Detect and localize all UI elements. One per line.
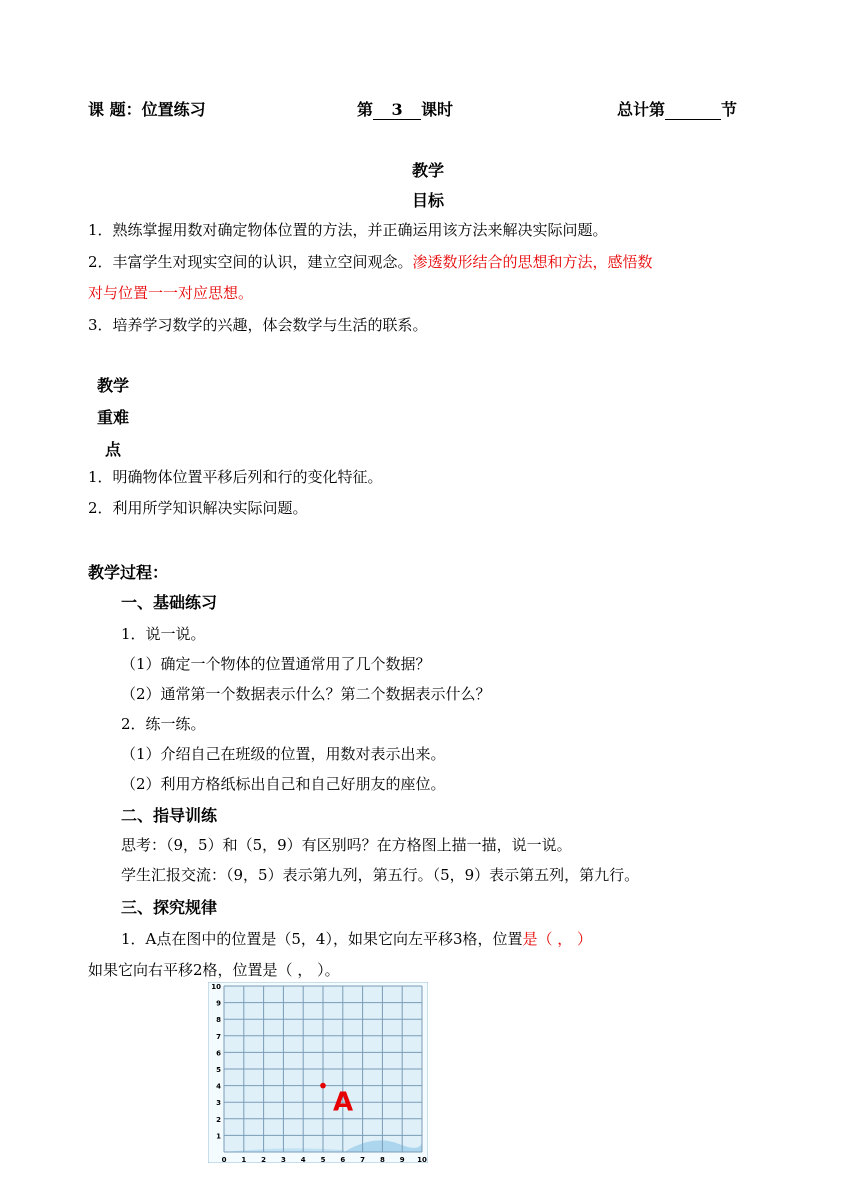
coordinate-grid-figure: [208, 982, 428, 1163]
section-1-line-6: （2）利用方格纸标出自己和自己好朋友的座位。: [121, 775, 446, 793]
y-tick-label: 8: [216, 1016, 221, 1025]
total-blank: [665, 101, 721, 120]
section-2-line-2: 学生汇报交流：（9，5）表示第九列，第五行。（5，9）表示第五列，第九行。: [121, 866, 640, 884]
y-tick-label: 10: [211, 983, 221, 991]
x-tick-label: 4: [300, 1156, 306, 1163]
keypoints-heading-line3: 点: [105, 440, 122, 459]
y-tick-label: 7: [216, 1032, 221, 1041]
goal-item-3: 3．培养学习数学的兴趣，体会数学与生活的联系。: [88, 316, 428, 334]
x-tick-label: 3: [280, 1156, 286, 1163]
coordinate-grid: [208, 982, 428, 1163]
goals-heading-line1: 教学: [412, 161, 445, 180]
x-tick-label: 7: [360, 1156, 366, 1163]
lesson-number: [357, 97, 453, 120]
section-1-title: 一、基础练习: [121, 593, 218, 612]
total-suffix: 节: [721, 100, 738, 119]
section-3-line-2: 如果它向右平移2格，位置是（ ， ）。: [88, 961, 340, 979]
total-prefix: 总计第: [617, 100, 666, 119]
keypoint-item-1: 1．明确物体位置平移后列和行的变化特征。: [88, 468, 383, 486]
section-3-title: 三、探究规律: [121, 898, 218, 917]
x-tick-label: 5: [320, 1156, 326, 1163]
keypoint-item-2: 2．利用所学知识解决实际问题。: [88, 499, 308, 517]
section-3-line-1: [121, 928, 592, 949]
goal-item-2: [88, 251, 653, 272]
process-heading: 教学过程：: [88, 563, 169, 582]
goal-item-2-text: 2．丰富学生对现实空间的认识，建立空间观念。: [88, 253, 413, 271]
x-tick-label: 1: [241, 1156, 247, 1163]
x-tick-label: 6: [340, 1156, 346, 1163]
section-2-line-1: 思考：（9，5）和（5，9）有区别吗？在方格图上描一描，说一说。: [121, 836, 572, 854]
section-1-line-2: （1）确定一个物体的位置通常用了几个数据？: [121, 655, 431, 673]
y-tick-label: 5: [216, 1066, 221, 1074]
x-tick-label: 0: [221, 1156, 227, 1163]
section-1-line-1: 1．说一说。: [121, 625, 206, 643]
y-tick-label: 4: [216, 1082, 221, 1091]
lesson-topic: 课 题：位置练习: [88, 100, 206, 119]
goals-heading-line2: 目标: [412, 191, 445, 210]
lesson-suffix: 课时: [421, 100, 454, 119]
goal-item-2-red-text: 渗透数形结合的思想和方法，感悟数: [412, 253, 653, 271]
lesson-prefix: 第: [357, 100, 374, 119]
y-tick-label: 2: [216, 1115, 221, 1124]
x-tick-label: 8: [379, 1156, 385, 1163]
point-a-label: A: [333, 1087, 354, 1118]
x-tick-label: 2: [261, 1156, 267, 1163]
goal-item-2-red-continued: 对与位置一一对应思想。: [88, 284, 254, 302]
section-1-line-4: 2．练一练。: [121, 715, 206, 733]
y-tick-label: 9: [216, 999, 221, 1008]
keypoints-heading-line2: 重难: [97, 408, 130, 427]
lesson-number-value: 3: [373, 100, 421, 120]
section-1-line-5: （1）介绍自己在班级的位置，用数对表示出来。: [121, 745, 446, 763]
section-1-line-3: （2）通常第一个数据表示什么？第二个数据表示什么？: [121, 685, 491, 703]
point-a-marker: [320, 1083, 326, 1089]
section-3-line-1-red-text: 是（ ， ）: [522, 930, 593, 948]
keypoints-heading-line1: 教学: [97, 376, 130, 395]
section-2-title: 二、指导训练: [121, 806, 218, 825]
x-tick-label: 10: [417, 1156, 427, 1163]
y-tick-label: 1: [216, 1132, 221, 1141]
goal-item-1: 1．熟练掌握用数对确定物体位置的方法，并正确运用该方法来解决实际问题。: [88, 221, 608, 239]
y-tick-label: 3: [216, 1099, 221, 1108]
x-tick-label: 9: [399, 1156, 405, 1163]
y-tick-label: 6: [216, 1049, 221, 1058]
total-count: [617, 97, 737, 120]
section-3-line-1-text: 1．A点在图中的位置是（5，4），如果它向左平移3格，位置: [121, 930, 523, 948]
